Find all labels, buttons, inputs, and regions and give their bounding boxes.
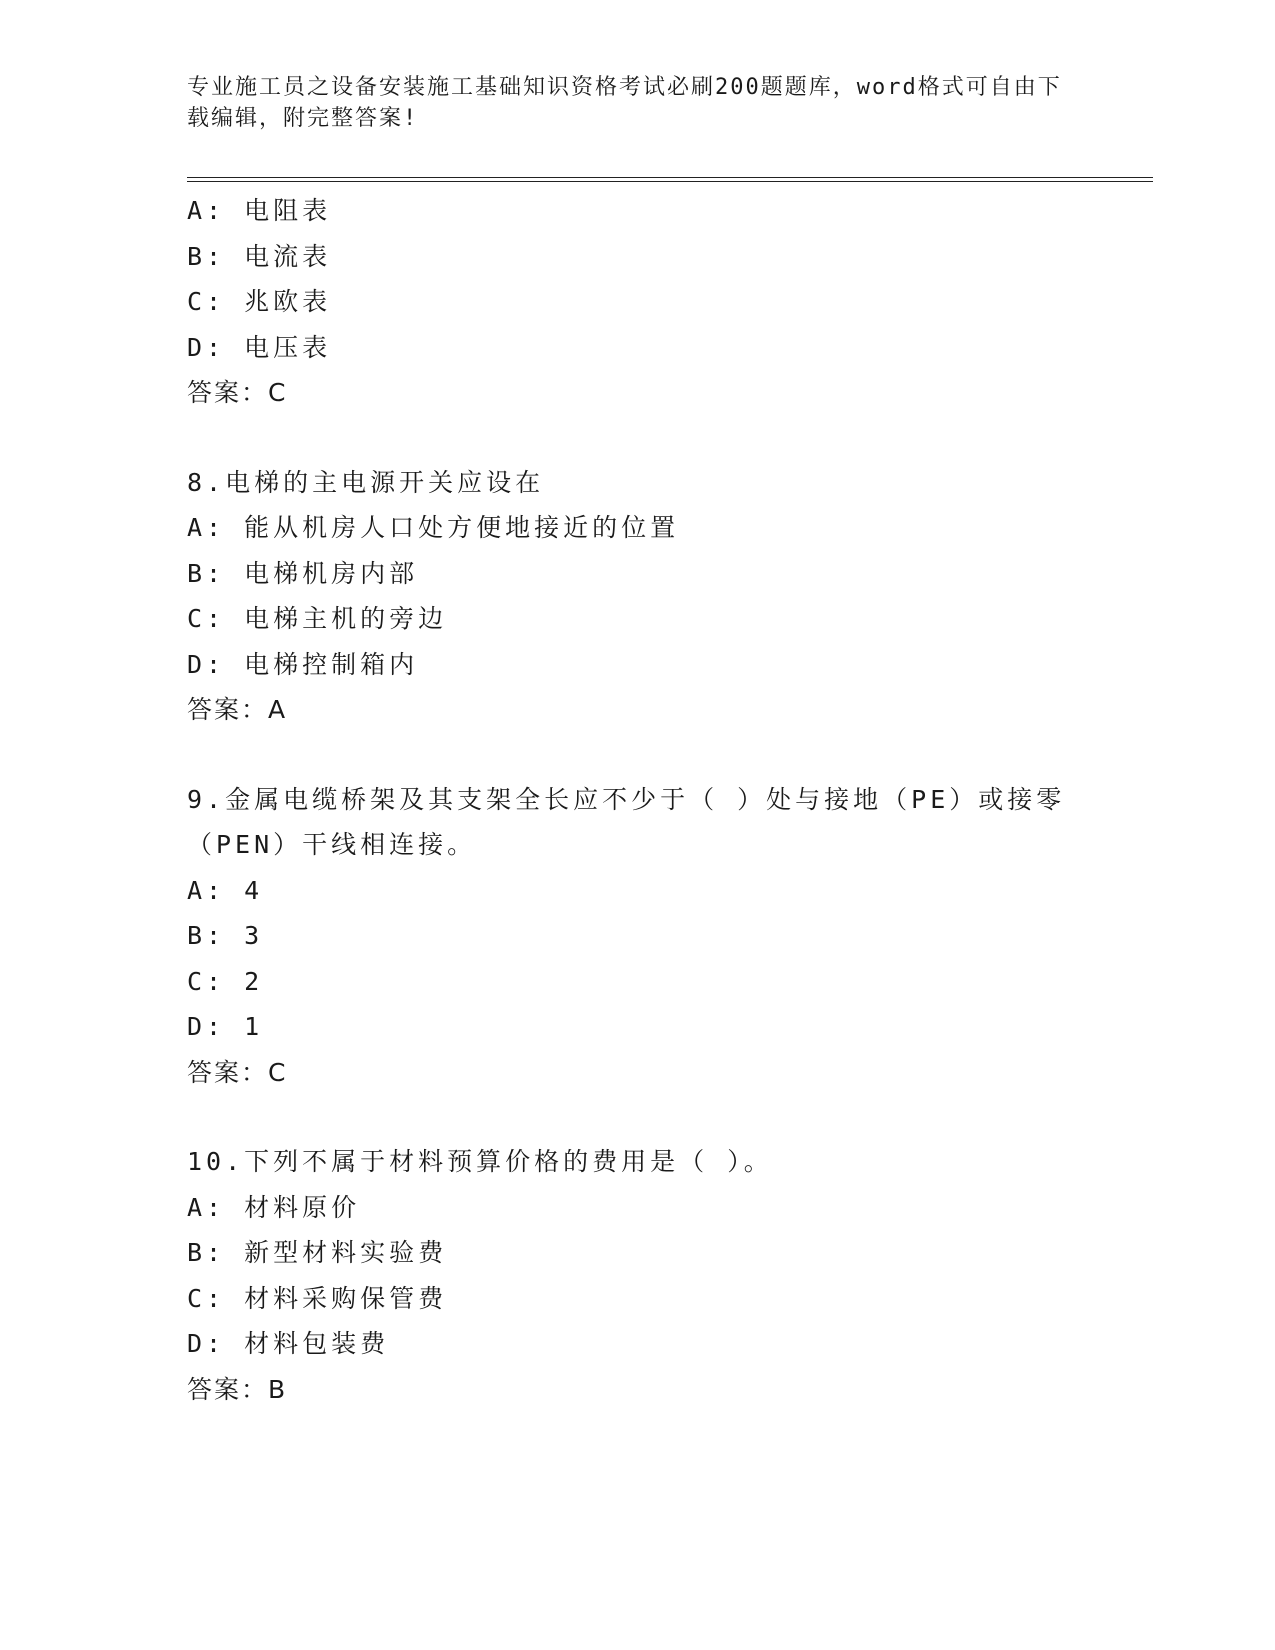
answer: 答案：B — [187, 1374, 288, 1404]
option-d: D: 电梯控制箱内 — [187, 649, 419, 679]
question-10 — [187, 1139, 1087, 1412]
answer: 答案：A — [187, 695, 288, 724]
option-b: B: 电流表 — [187, 241, 332, 271]
option-b: B: 3 — [187, 921, 264, 950]
document-header: 专业施工员之设备安装施工基础知识资格考试必刷200题题库，word格式可自由下载编辑，附完整答案! — [187, 75, 1062, 131]
question-text: 8.电梯的主电源开关应设在 — [187, 467, 545, 497]
option-b: B: 新型材料实验费 — [187, 1238, 448, 1267]
option-d: D: 电压表 — [187, 332, 332, 362]
option-a: A: 材料原价 — [187, 1192, 361, 1222]
question-list — [187, 188, 1087, 1412]
question-8 — [187, 460, 1087, 733]
question-9 — [187, 777, 1087, 1096]
answer: 答案：C — [187, 1057, 288, 1087]
option-a: A: 电阻表 — [187, 196, 332, 225]
option-c: C: 2 — [187, 966, 264, 996]
option-a: A: 能从机房人口处方便地接近的位置 — [187, 513, 680, 542]
option-c: C: 兆欧表 — [187, 287, 332, 316]
option-d: D: 材料包装费 — [187, 1329, 390, 1358]
option-c: C: 电梯主机的旁边 — [187, 604, 448, 633]
header-rule — [187, 177, 1153, 182]
question-7 — [187, 188, 1087, 416]
question-text: 9.金属电缆桥架及其支架全长应不少于（ ）处与接地（PE）或接零（PEN）干线相连接。 — [187, 784, 1066, 859]
option-a: A: 4 — [187, 875, 264, 905]
answer: 答案：C — [187, 378, 288, 407]
option-d: D: 1 — [187, 1012, 264, 1041]
question-text: 10.下列不属于材料预算价格的费用是（ ）。 — [187, 1147, 773, 1176]
option-b: B: 电梯机房内部 — [187, 558, 419, 588]
option-c: C: 材料采购保管费 — [187, 1283, 448, 1313]
